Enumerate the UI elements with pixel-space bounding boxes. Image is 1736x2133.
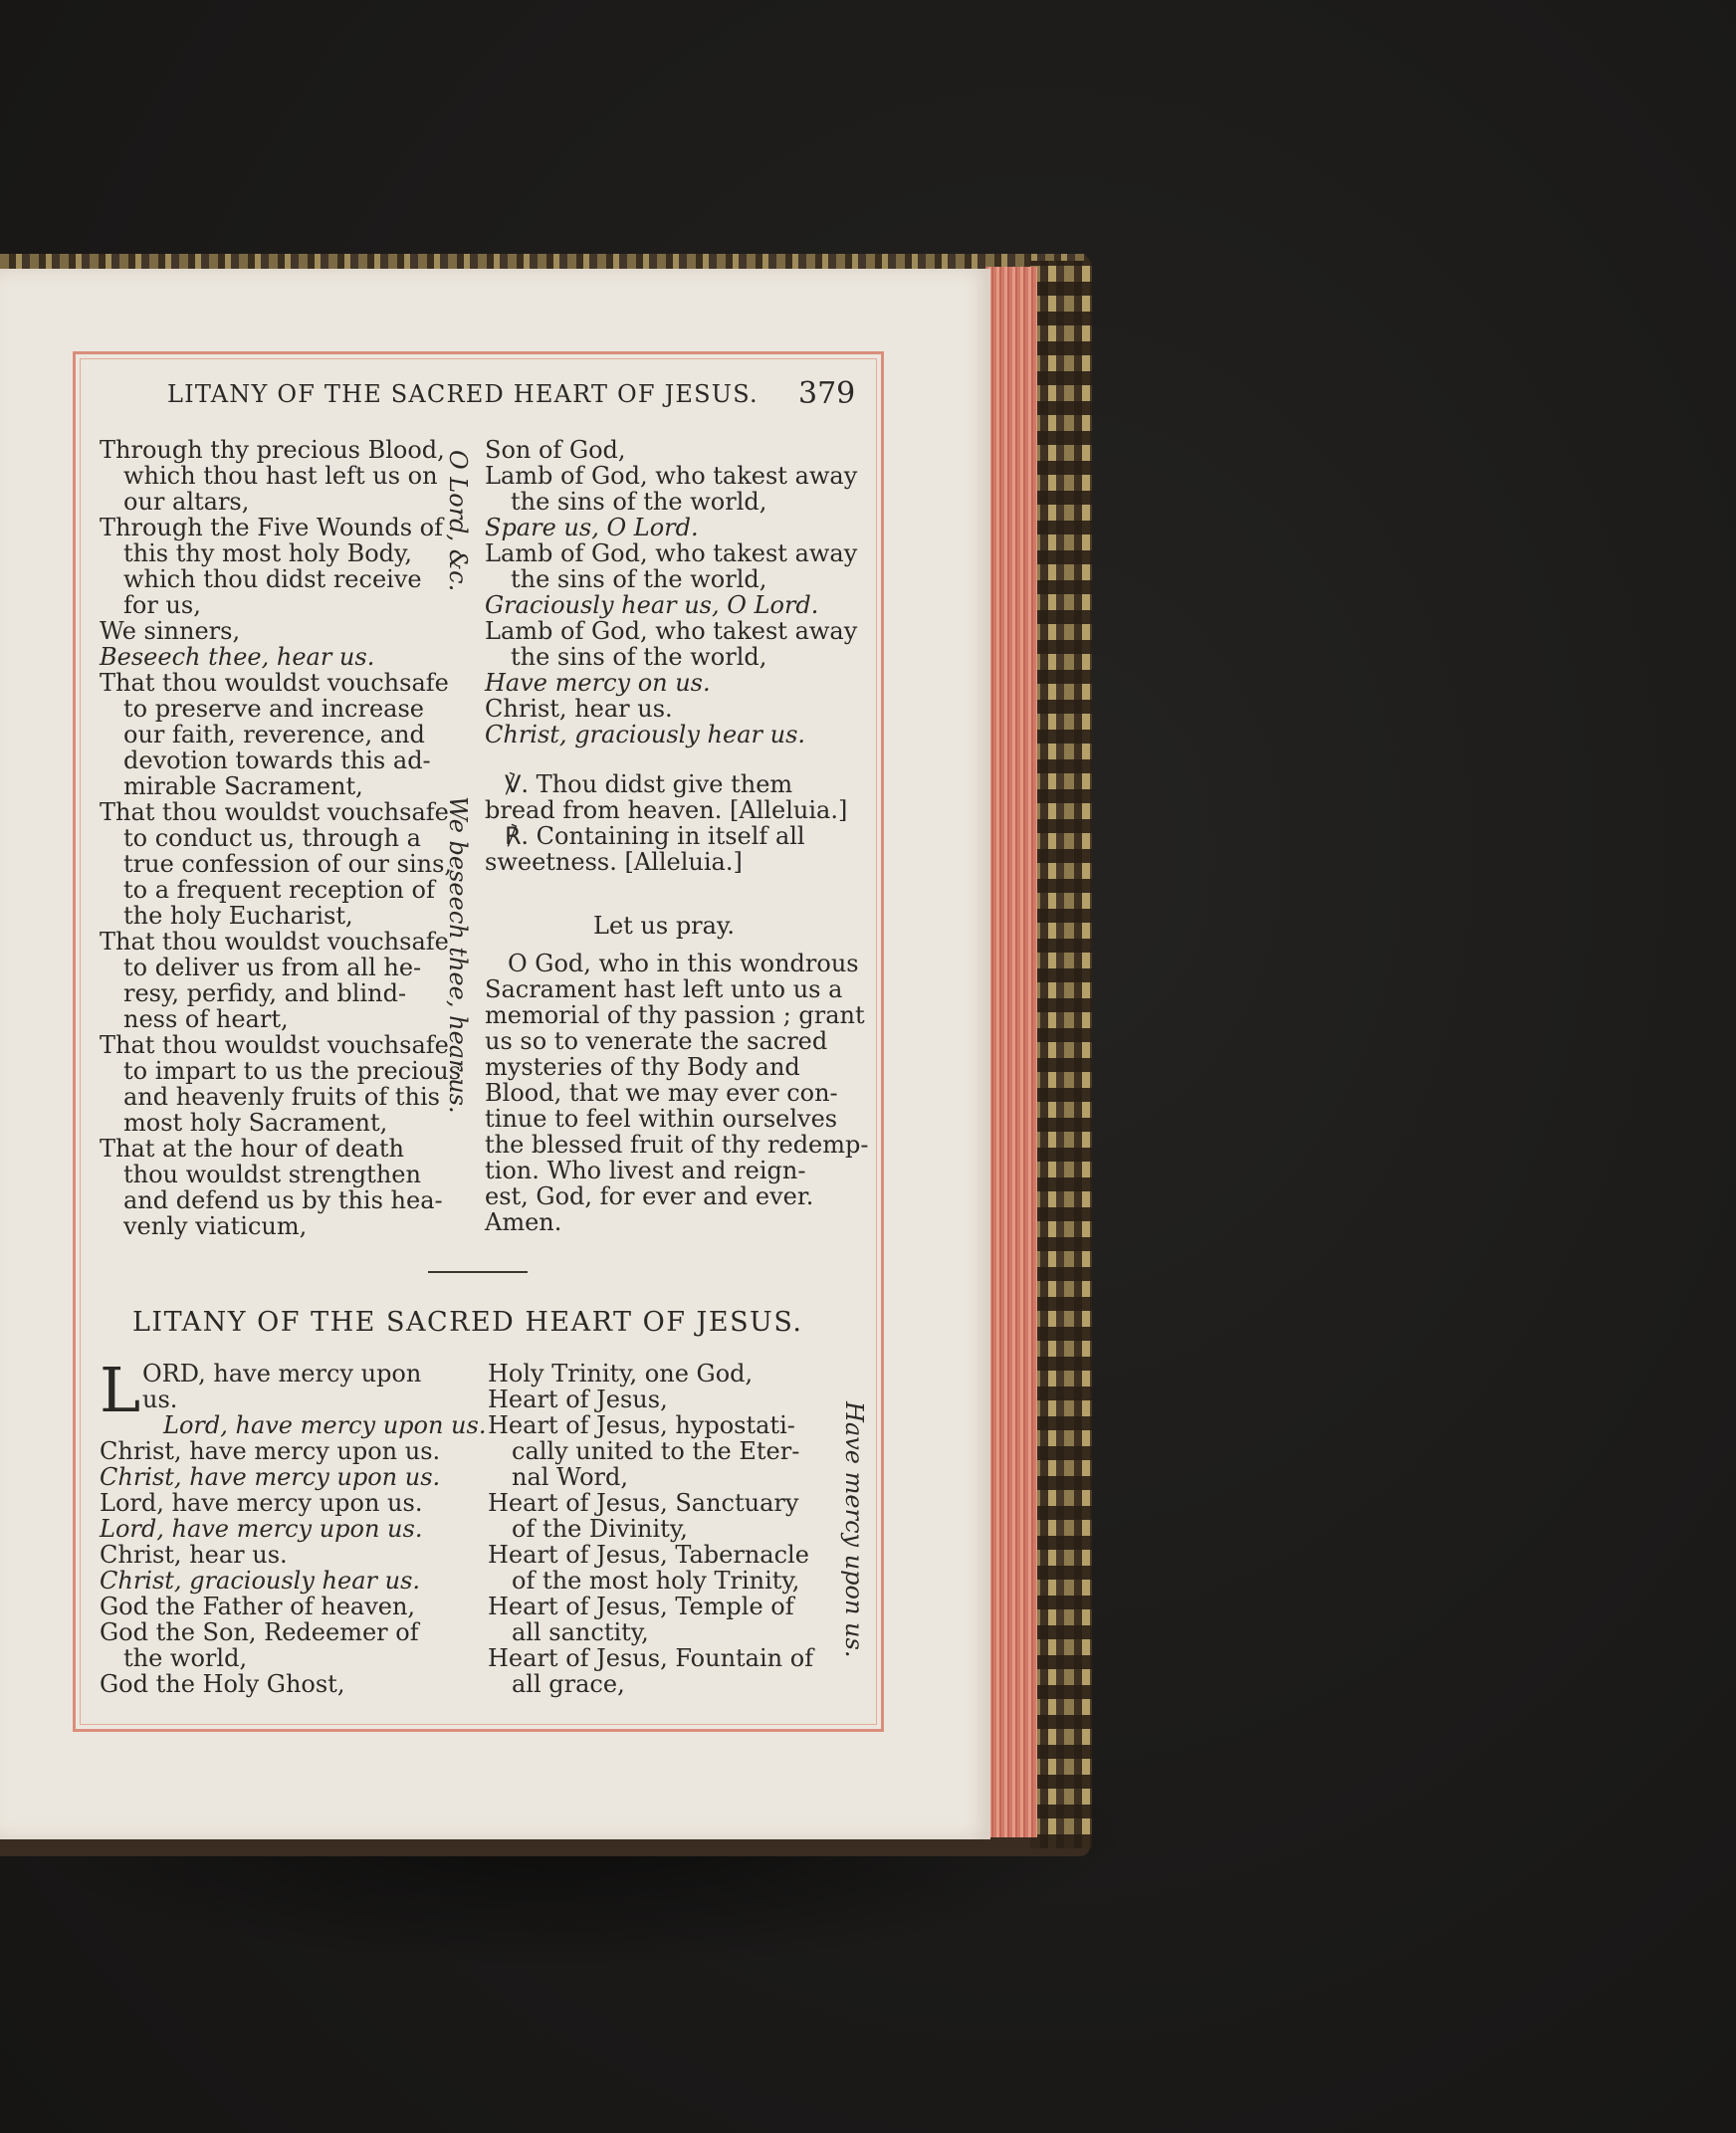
side-response-top: O Lord, &c. — [444, 450, 472, 592]
prayer-line: Sacrament hast left unto us a — [485, 975, 843, 1003]
text-line: devotion towards this ad- — [123, 747, 431, 774]
response-line: Lord, have mercy upon us. — [100, 1515, 423, 1543]
response-line: Christ, have mercy upon us. — [100, 1463, 441, 1491]
prayer-line: Blood, that we may ever con- — [485, 1079, 838, 1107]
text-line: That thou wouldst vouchsafe — [100, 1031, 449, 1059]
response-line: Spare us, O Lord. — [485, 514, 699, 541]
text-line: God the Holy Ghost, — [100, 1670, 345, 1698]
text-line: to a frequent reception of — [123, 876, 435, 904]
gilt-fore-edge — [1030, 261, 1092, 1848]
text-line: which thou hast left us on — [123, 462, 438, 490]
text-line: of the Divinity, — [512, 1515, 688, 1543]
text-line: to conduct us, through a — [123, 824, 421, 852]
text-line: our faith, reverence, and — [123, 721, 425, 748]
running-title: LITANY OF THE SACRED HEART OF JESUS. — [167, 380, 759, 408]
prayer-line: memorial of thy passion ; grant — [485, 1001, 865, 1029]
versicle-line: ℟. Containing in itself all — [505, 822, 805, 850]
text-line: of the most holy Trinity, — [512, 1567, 800, 1595]
text-line: ness of heart, — [123, 1005, 289, 1033]
text-line: ORD, have mercy upon — [142, 1360, 422, 1387]
text-line: Christ, hear us. — [100, 1541, 288, 1569]
prayer-line: mysteries of thy Body and — [485, 1053, 800, 1081]
text-line: all sanctity, — [512, 1618, 649, 1646]
text-line: the sins of the world, — [511, 643, 767, 671]
text-line: Christ, have mercy upon us. — [100, 1437, 441, 1465]
text-line: mirable Sacrament, — [123, 772, 363, 800]
response-line: Have mercy on us. — [485, 669, 711, 697]
text-line: true confession of our sins, — [123, 850, 453, 878]
text-line: the world, — [123, 1644, 248, 1672]
text-line: Heart of Jesus, Temple of — [488, 1593, 794, 1620]
drop-cap: L — [100, 1354, 141, 1426]
prayer-line: us so to venerate the sacred — [485, 1027, 828, 1055]
text-line: cally united to the Eter- — [512, 1437, 800, 1465]
text-line: Through the Five Wounds of — [100, 514, 443, 541]
text-line: us. — [142, 1386, 178, 1413]
text-line: Holy Trinity, one God, — [488, 1360, 754, 1387]
text-line: Through thy precious Blood, — [100, 436, 445, 464]
text-line: God the Father of heaven, — [100, 1593, 416, 1620]
text-line: That at the hour of death — [100, 1135, 404, 1163]
text-line: the sins of the world, — [511, 565, 767, 593]
page-number: 379 — [798, 376, 856, 411]
text-line: resy, perfidy, and blind- — [123, 979, 407, 1007]
versicle-line: ℣. Thou didst give them — [505, 770, 793, 798]
text-line: to preserve and increase — [123, 695, 424, 723]
text-line: Heart of Jesus, Fountain of — [488, 1644, 814, 1672]
versicle-line: bread from heaven. [Alleluia.] — [485, 796, 848, 824]
prayer-line: Amen. — [485, 1208, 562, 1236]
text-line: and heavenly fruits of this — [123, 1083, 440, 1111]
text-line: That thou wouldst vouchsafe — [100, 928, 449, 956]
text-line: to deliver us from all he- — [123, 954, 422, 981]
text-line: and defend us by this hea- — [123, 1186, 443, 1214]
text-line: Lamb of God, who takest away — [485, 539, 858, 567]
side-response-have-mercy: Have mercy upon us. — [840, 1401, 868, 1658]
response-line: Beseech thee, hear us. — [100, 643, 375, 671]
side-response-bottom: We beseech thee, hear us. — [444, 796, 472, 1114]
text-line: nal Word, — [512, 1463, 629, 1491]
text-line: which thou didst receive — [123, 565, 422, 593]
text-line: Heart of Jesus, — [488, 1386, 668, 1413]
text-line: Lamb of God, who takest away — [485, 617, 858, 645]
prayer-line: the blessed fruit of thy redemp- — [485, 1131, 869, 1159]
response-line: Christ, graciously hear us. — [485, 721, 806, 748]
text-line: the holy Eucharist, — [123, 902, 353, 930]
text-line: all grace, — [512, 1670, 625, 1698]
response-line: Lord, have mercy upon us. — [163, 1411, 487, 1439]
text-line: Lamb of God, who takest away — [485, 462, 858, 490]
response-line: Graciously hear us, O Lord. — [485, 591, 819, 619]
text-line: for us, — [123, 591, 201, 619]
text-line: Heart of Jesus, Tabernacle — [488, 1541, 809, 1569]
text-line: We sinners, — [100, 617, 241, 645]
text-line: God the Son, Redeemer of — [100, 1618, 419, 1646]
text-line: Heart of Jesus, hypostati- — [488, 1411, 795, 1439]
prayer-line: tinue to feel within ourselves — [485, 1105, 838, 1133]
versicle-line: sweetness. [Alleluia.] — [485, 848, 743, 876]
text-line: the sins of the world, — [511, 488, 767, 516]
text-line: this thy most holy Body, — [123, 539, 413, 567]
text-line: Son of God, — [485, 436, 626, 464]
section-title: LITANY OF THE SACRED HEART OF JESUS. — [132, 1307, 803, 1338]
text-line: venly viaticum, — [123, 1212, 308, 1240]
text-line: Lord, have mercy upon us. — [100, 1489, 423, 1517]
text-line: to impart to us the precious — [123, 1057, 462, 1085]
text-line: That thou wouldst vouchsafe — [100, 669, 449, 697]
prayer-line: tion. Who livest and reign- — [485, 1157, 806, 1184]
page-edges — [985, 267, 1037, 1837]
text-line: Christ, hear us. — [485, 695, 673, 723]
text-line: That thou wouldst vouchsafe — [100, 798, 449, 826]
response-line: Christ, graciously hear us. — [100, 1567, 421, 1595]
section-divider — [428, 1271, 528, 1273]
text-line: Heart of Jesus, Sanctuary — [488, 1489, 799, 1517]
text-line: thou wouldst strengthen — [123, 1161, 421, 1188]
text-line: our altars, — [123, 488, 250, 516]
prayer-line: O God, who in this wondrous — [508, 950, 859, 977]
text-line: most holy Sacrament, — [123, 1109, 388, 1137]
let-us-pray: Let us pray. — [593, 912, 735, 940]
prayer-line: est, God, for ever and ever. — [485, 1182, 814, 1210]
